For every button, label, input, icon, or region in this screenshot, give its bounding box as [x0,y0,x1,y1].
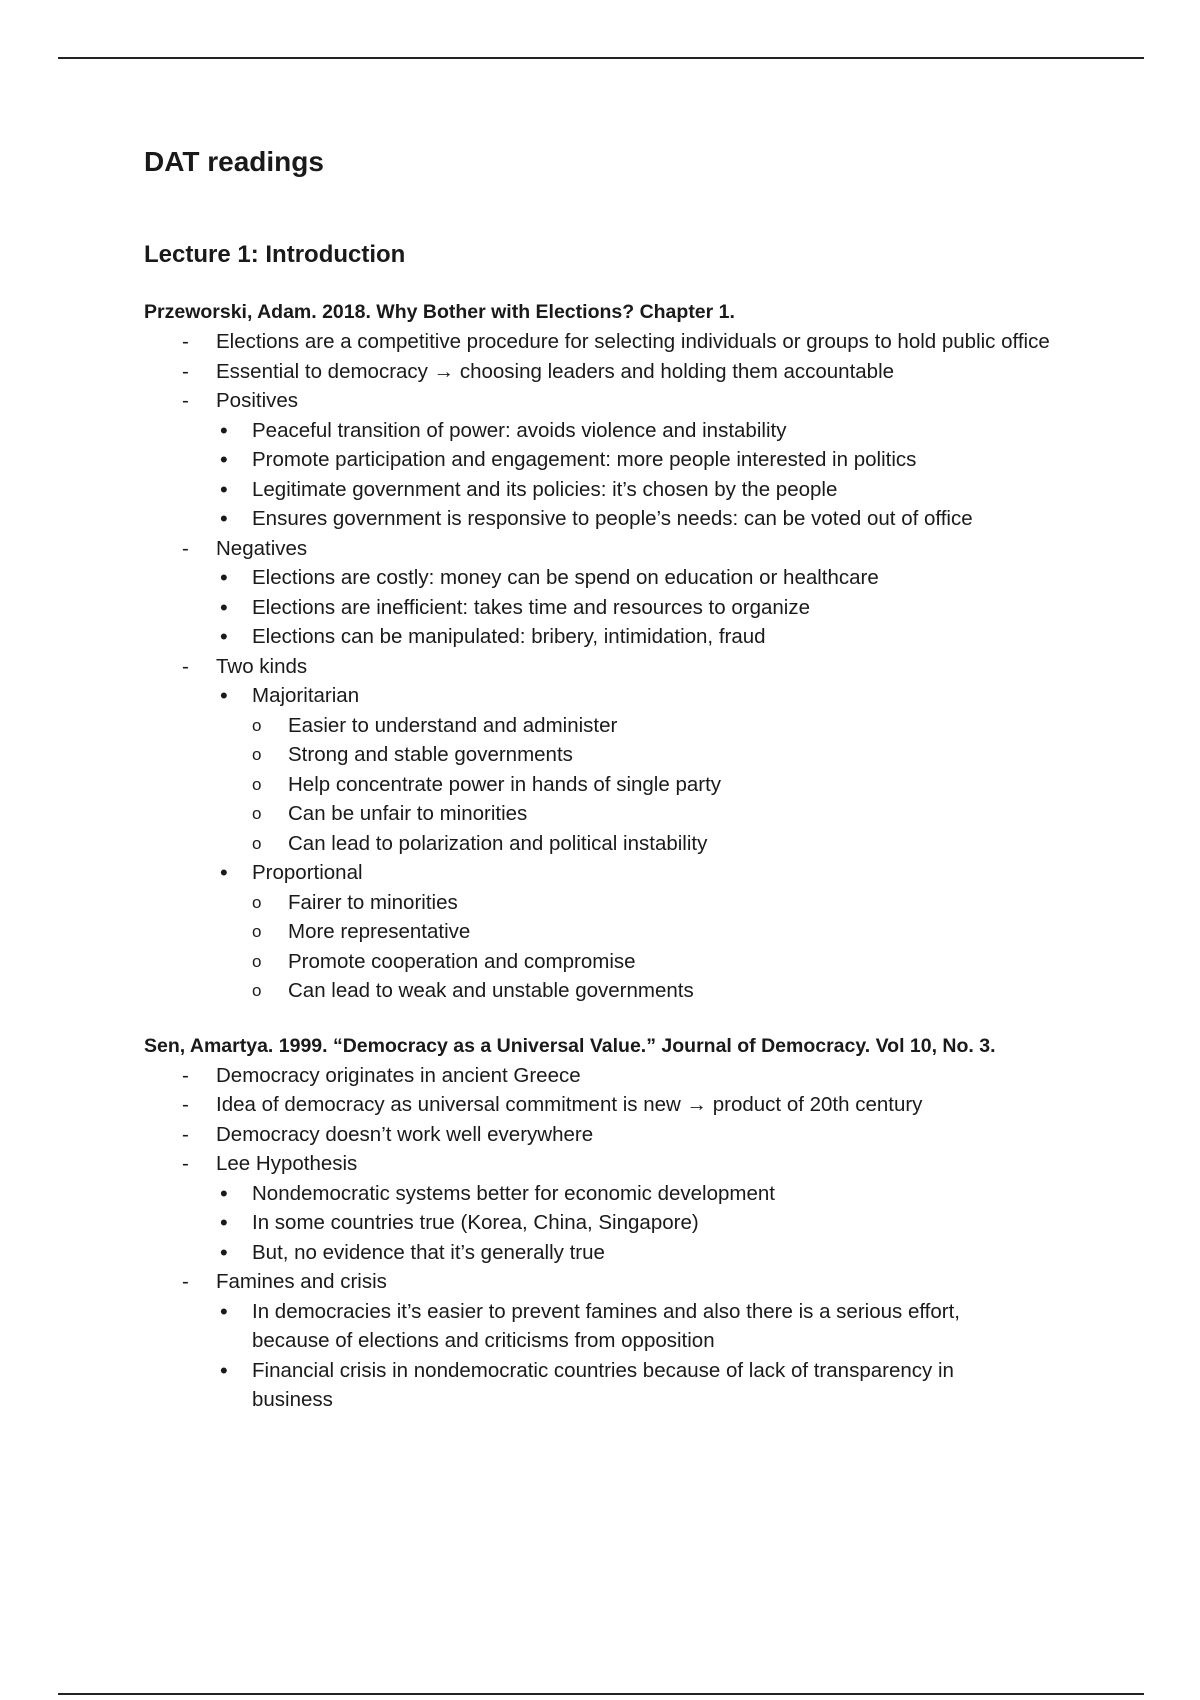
bullet-icon: • [220,594,228,620]
list-item: • Elections can be manipulated: bribery, intimidation, fraud [216,622,1064,652]
dash-marker: - [182,536,189,560]
citation-sen: Sen, Amartya. 1999. “Democracy as a Universal Value.” Journal of Democracy. Vol 10, No. 3. [144,1034,996,1057]
circle-bullet-icon: o [252,892,262,912]
list-item: o Can be unfair to minorities [252,799,1064,829]
dash-marker: - [182,359,189,383]
list-item: - Idea of democracy as universal commitment is new → product of 20th century [144,1090,1064,1120]
list-item: • Financial crisis in nondemocratic countries because of lack of transparency in business [220,1357,954,1411]
list-item: - Essential to democracy → choosing leaders and holding them accountable [144,357,1064,387]
circle-bullet-icon: o [252,745,262,764]
circle-bullet-icon: o [252,981,262,1000]
list-item: • Elections are costly: money can be spend on education or healthcare [216,563,1064,593]
dash-marker: - [182,330,189,353]
list-item: - Positives [144,386,1064,416]
bullet-icon: • [220,417,228,443]
circle-bullet-icon: o [252,715,262,735]
bullet-icon: • [220,1298,228,1324]
notes-przeworski [144,327,1064,416]
list-item: • Majoritarian [216,681,1064,711]
list-item: • In democracies it’s easier to prevent famines and also there is a serious effort, because of elections and criticisms from opposition [220,1298,960,1352]
document-title: DAT readings [144,146,324,177]
kinds-list-2 [144,858,1064,888]
famines-list [144,1297,1064,1415]
notes-przeworski-2 [144,534,1064,564]
list-item: - Two kinds [144,652,1064,682]
dash-marker: - [182,1122,189,1146]
bullet-icon: • [220,447,228,472]
bullet-icon: • [220,624,228,649]
kinds-list [144,681,1064,711]
lecture-heading: Lecture 1: Introduction [144,241,406,268]
list-item: - Elections are a competitive procedure for selecting individuals or groups to hold public office [144,327,1064,357]
majoritarian-list [144,711,1064,859]
list-item: o Promote cooperation and compromise [252,947,1064,977]
list-item: o Can lead to weak and unstable governments [252,976,1064,1006]
list-item: - Democracy originates in ancient Greece [144,1061,1064,1091]
list-item: - Negatives [144,534,1064,564]
list-item: o More representative [252,917,1064,947]
bullet-icon: • [220,1239,228,1265]
bullet-icon: • [220,1357,228,1383]
list-item: o Fairer to minorities [252,888,1064,918]
circle-bullet-icon: o [252,833,262,853]
list-item: • Promote participation and engagement: more people interested in politics [216,445,1064,475]
circle-bullet-icon: o [252,804,262,823]
dash-marker: - [182,389,189,412]
circle-bullet-icon: o [252,951,262,971]
bullet-icon: • [220,860,228,885]
bullet-icon: • [220,506,228,531]
list-item: • Elections are inefficient: takes time and resources to organize [216,593,1064,623]
list-item: • Nondemocratic systems better for economic development [216,1179,1064,1209]
circle-bullet-icon: o [252,922,262,941]
dash-marker: - [182,1270,189,1293]
list-item: o Help concentrate power in hands of single party [252,770,1064,800]
top-rule [58,57,1144,59]
bullet-icon: • [220,1180,228,1206]
dash-marker: - [182,1093,189,1116]
bullet-icon: • [220,1210,228,1235]
list-item: • Ensures government is responsive to people’s needs: can be voted out of office [216,504,1064,534]
list-item: • Proportional [216,858,1064,888]
list-item: - Democracy doesn’t work well everywhere [144,1120,1064,1150]
list-item: • Legitimate government and its policies: it’s chosen by the people [216,475,1064,505]
bullet-icon: • [220,565,228,590]
list-item: - Famines and crisis [144,1267,1064,1297]
positives-list [144,416,1064,534]
list-item: o Easier to understand and administer [252,711,1064,741]
dash-marker: - [182,654,189,678]
list-item: - Lee Hypothesis [144,1149,1064,1179]
list-item: o Strong and stable governments [252,740,1064,770]
list-item: • In some countries true (Korea, China, Singapore) [216,1208,1064,1238]
citation-przeworski: Przeworski, Adam. 2018. Why Bother with Elections? Chapter 1. [144,301,735,323]
list-item: o Can lead to polarization and political instability [252,829,1064,859]
bottom-rule [58,1693,1144,1695]
proportional-list [144,888,1064,1006]
circle-bullet-icon: o [252,774,262,794]
negatives-list [144,563,1064,652]
list-item: • Peaceful transition of power: avoids violence and instability [216,416,1064,446]
notes-sen [144,1061,1064,1179]
dash-marker: - [182,1152,189,1175]
document-page [144,140,1064,1415]
lee-hypothesis-list [144,1179,1064,1268]
bullet-icon: • [220,476,228,502]
notes-sen-2 [144,1267,1064,1297]
notes-przeworski-3 [144,652,1064,682]
list-item: • But, no evidence that it’s generally true [216,1238,1064,1268]
bullet-icon: • [220,683,228,708]
dash-marker: - [182,1063,189,1087]
